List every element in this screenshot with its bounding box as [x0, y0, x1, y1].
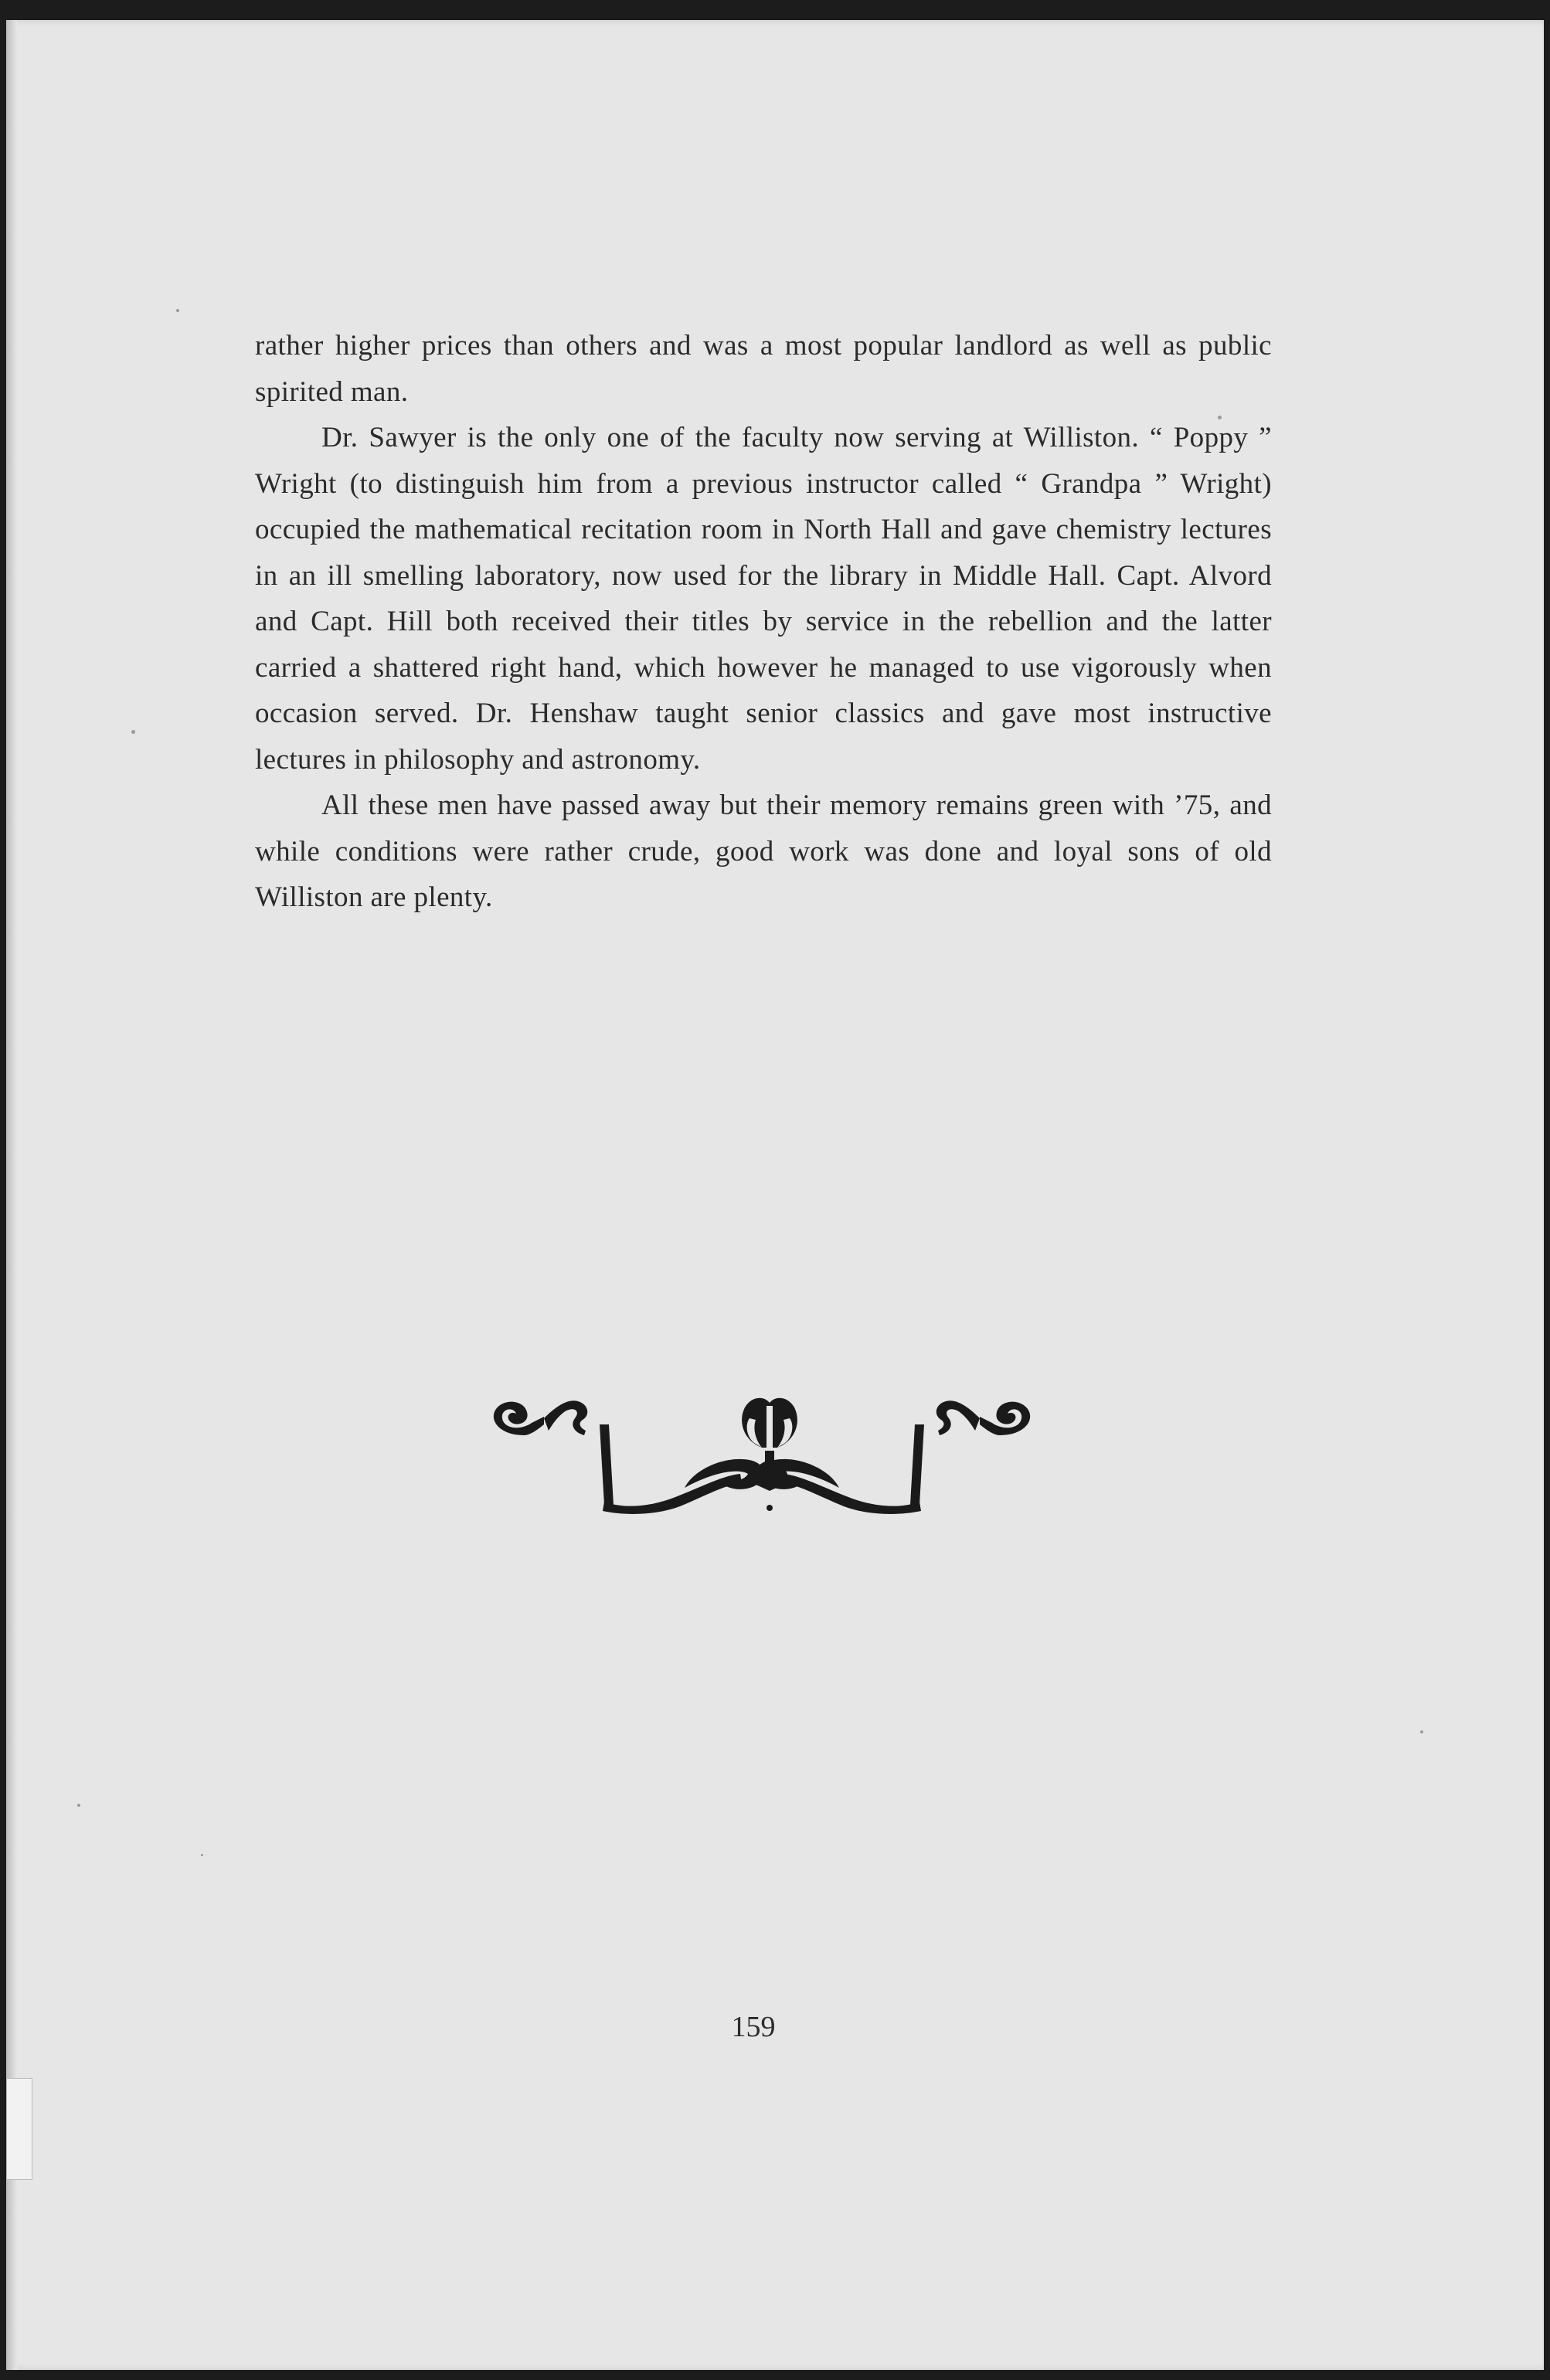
- page-gutter-shadow: [6, 20, 17, 2370]
- page-number: 159: [731, 2011, 776, 2043]
- paper-speck: [176, 309, 179, 312]
- paper-speck: [1420, 1730, 1423, 1733]
- paper-speck: [201, 1854, 203, 1856]
- paper-speck: [77, 1804, 80, 1807]
- page-tab: [6, 2078, 32, 2180]
- floral-scroll-ornament-icon: [478, 1375, 1046, 1514]
- paragraph-3: All these men have passed away but their memory remains green with ’75, and while conditions were rather crude, good work was done and loyal sons of old Williston are plenty.: [255, 789, 1272, 913]
- paper-speck: [131, 730, 135, 734]
- paragraph-2: Dr. Sawyer is the only one of the faculty now serving at Williston. “ Poppy ” Wright (to distinguish him from a previous instructor called “ Grandpa ” Wright) occupied the mathematical recitation room in North Hall and gave chemistry lectures in an ill smelling laboratory, now used for the library in Middle Hall. Capt. Alvord and Capt. Hill both received their titles by service in the rebellion and the latter carried a shattered right hand, which however he managed to use vigorously when occasion served. Dr. Henshaw taught senior classics and gave most instructive lectures in philosophy and astronomy.: [255, 422, 1272, 776]
- body-text: [255, 323, 1272, 921]
- paragraph-1: rather higher prices than others and was a most popular landlord as well as public spirited man.: [255, 330, 1272, 408]
